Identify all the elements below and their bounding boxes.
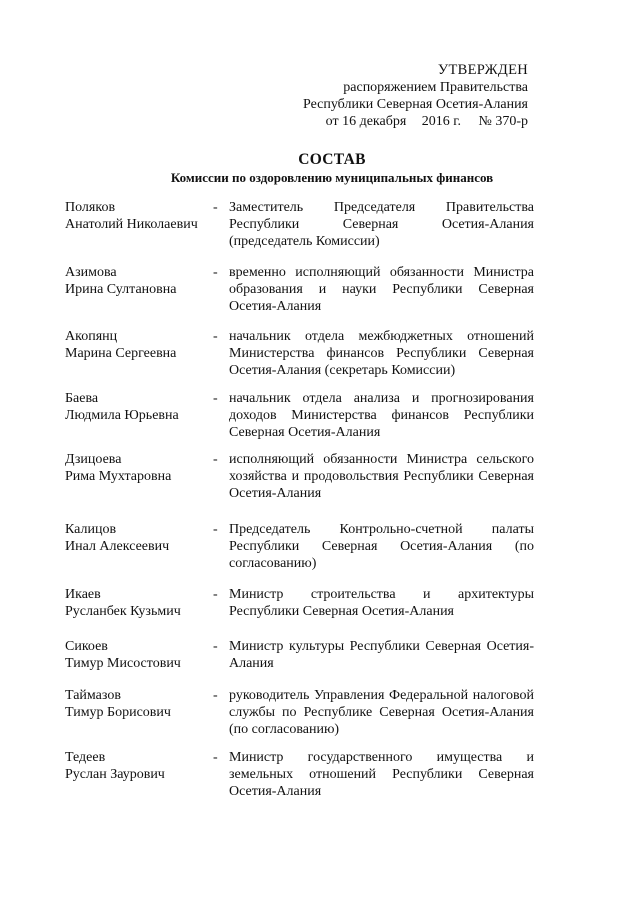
member-surname: Икаев	[65, 587, 101, 602]
member-surname: Поляков	[65, 200, 116, 215]
member-role: Министр строительства и архитектуры Республики Северная Осетия-Алания	[229, 587, 534, 619]
approved-label: УТВЕРЖДЕН	[437, 62, 528, 78]
member-surname: Калицов	[65, 522, 117, 537]
document-heading	[0, 151, 640, 186]
member-name	[65, 749, 210, 783]
member-dash: -	[213, 200, 218, 215]
approval-number: № 370-р	[478, 114, 528, 129]
member-surname: Сикоев	[65, 639, 108, 654]
member-dash: -	[213, 265, 218, 280]
member-surname: Дзицоева	[65, 452, 122, 467]
member-dash: -	[213, 329, 218, 344]
member-name	[65, 328, 210, 362]
member-name	[65, 451, 210, 485]
approval-date: от 16 декабря	[325, 114, 407, 129]
approval-date-line	[303, 113, 528, 130]
member-name	[65, 390, 210, 424]
member-role: Министр государственного имущества и земельных отношений Республики Северная Осетия-Алания	[229, 750, 534, 799]
member-given-name: Инал Алексеевич	[65, 539, 170, 554]
member-surname: Азимова	[65, 265, 117, 280]
member-dash: -	[213, 587, 218, 602]
member-given-name: Тимур Мисостович	[65, 656, 181, 671]
approval-line-2: Республики Северная Осетия-Алания	[303, 97, 528, 112]
member-given-name: Рима Мухтаровна	[65, 469, 172, 484]
member-role: Председатель Контрольно-счетной палаты Республики Северная Осетия-Алания (по согласованию)	[229, 522, 534, 571]
member-dash: -	[213, 688, 218, 703]
member-surname: Тедеев	[65, 750, 106, 765]
member-given-name: Руслан Заурович	[65, 767, 165, 782]
member-role: исполняющий обязанности Министра сельского хозяйства и продовольствия Республики Северная Осетия-Алания	[229, 452, 534, 501]
member-surname: Акопянц	[65, 329, 118, 344]
member-name	[65, 264, 210, 298]
member-role: Министр культуры Республики Северная Осетия-Алания	[229, 639, 534, 671]
member-surname: Таймазов	[65, 688, 121, 703]
member-name	[65, 687, 210, 721]
member-dash: -	[213, 522, 218, 537]
member-role: временно исполняющий обязанности Министра образования и науки Республики Северная Осетия-Алания	[229, 265, 534, 314]
member-name	[65, 521, 210, 555]
member-name	[65, 199, 210, 233]
member-name	[65, 586, 210, 620]
member-given-name: Тимур Борисович	[65, 705, 171, 720]
member-dash: -	[213, 639, 218, 654]
document-title: СОСТАВ	[298, 151, 366, 168]
member-name	[65, 638, 210, 672]
member-given-name: Русланбек Кузьмич	[65, 604, 181, 619]
member-dash: -	[213, 452, 218, 467]
member-given-name: Марина Сергеевна	[65, 346, 177, 361]
member-given-name: Анатолий Николаевич	[65, 217, 198, 232]
member-role: начальник отдела анализа и прогнозирования доходов Министерства финансов Республики Северная Осетия-Алания	[229, 391, 534, 440]
member-dash: -	[213, 750, 218, 765]
member-role: руководитель Управления Федеральной налоговой службы по Республике Северная Осетия-Алания (по согласованию)	[229, 688, 534, 737]
member-role: начальник отдела межбюджетных отношений Министерства финансов Республики Северная Осетия-Алания (секретарь Комиссии)	[229, 329, 534, 378]
approval-line-1: распоряжением Правительства	[343, 80, 528, 95]
member-surname: Баева	[65, 391, 99, 406]
approval-stamp	[303, 62, 528, 130]
document-subtitle: Комиссии по оздоровлению муниципальных финансов	[170, 170, 494, 185]
member-role: Заместитель Председателя Правительства Республики Северная Осетия-Алания (председатель Комиссии)	[229, 200, 534, 249]
member-dash: -	[213, 391, 218, 406]
member-given-name: Людмила Юрьевна	[65, 408, 179, 423]
approval-year: 2016 г.	[421, 114, 461, 129]
member-given-name: Ирина Султановна	[65, 282, 177, 297]
